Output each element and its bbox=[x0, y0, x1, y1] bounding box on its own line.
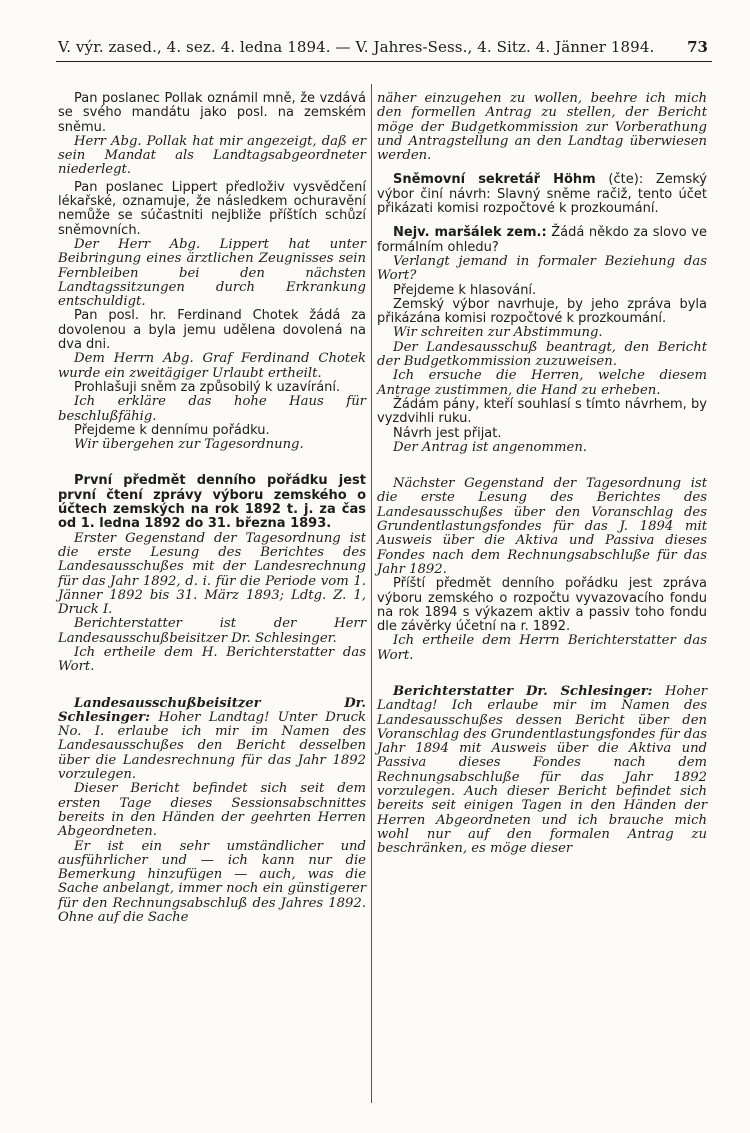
paragraph: Přejdeme k hlasování. bbox=[393, 282, 537, 298]
paragraph: Herr Abg. Pollak hat mir angezeigt, daß er sein Mandat als Landtagsabgeordneter niederlegt. bbox=[58, 133, 366, 178]
paragraph: Der Antrag ist angenommen. bbox=[393, 439, 588, 455]
paragraph: Dem Herrn Abg. Graf Ferdinand Chotek wurde ein zweitägiger Urlaubt ertheilt. bbox=[58, 351, 366, 381]
left-column bbox=[58, 92, 366, 925]
paragraph: Er ist ein sehr umständlicher und ausführlicher und — ich kann nur die Bemerkung hinzufügen — auch, was die Sache anbelangt, immer noch ein günstigerer für den Rechnungsabschluß des Jahres 1892. Ohne auf die Sache bbox=[58, 838, 366, 926]
paragraph: Ich erkläre das hohe Haus für beschlußfähig. bbox=[58, 394, 366, 424]
agenda-item-paragraph: Příští předmět denního pořádku jest zpráva výboru zemského o rozpočtu vyvazovacího fondu na rok 1894 s výkazem aktiv a passiv toho fondu dle závěrky účetní na r. 1892. bbox=[377, 576, 707, 635]
speaker-name: Landesausschußbeisitzer Dr. Schlesinger: bbox=[58, 695, 366, 725]
paragraph: Ich ertheile dem Herrn Berichterstatter das Wort. bbox=[377, 633, 707, 663]
paragraph: Berichterstatter ist der Herr Landesausschußbeisitzer Dr. Schlesinger. bbox=[58, 616, 366, 646]
paragraph: Prohlašuji sněm za způsobilý k uzavírání. bbox=[74, 379, 341, 395]
paragraph: Erster Gegenstand der Tagesordnung ist die erste Lesung des Berichtes des Landesausschußes mit der Landesrechnung für das Jahr 1892, d. i. für die Periode vom 1. Jänner 1892 bis 31. März 1893; Ldtg. Z. 1, Druck I. bbox=[58, 530, 366, 618]
paragraph: Zemský výbor navrhuje, by jeho zpráva byla přikázána komisi rozpočtové k prozkoumání. bbox=[377, 296, 707, 327]
paragraph: Návrh jest přijat. bbox=[393, 425, 502, 441]
paragraph: Pan poslanec Lippert předloživ vysvědčení lékařské, oznamuje, že následkem ochuravění nemůže se súčastniti nejbliže příštích schůzí sněmovních. bbox=[58, 179, 366, 238]
paragraph: Wir schreiten zur Abstimmung. bbox=[393, 325, 603, 341]
paragraph: Ich ertheile dem H. Berichterstatter das Wort. bbox=[58, 644, 366, 675]
speech-text: Žádá někdo za slovo ve formálním ohledu? bbox=[377, 225, 707, 255]
speech-paragraph bbox=[377, 685, 707, 857]
page-number: 73 bbox=[687, 38, 708, 56]
paragraph: Der Herr Abg. Lippert hat unter Beibringung eines ärztlichen Zeugnisses sein Fernbleiben bei den nächsten Landtagssitzungen durch Erkrankung entschuldigt. bbox=[58, 236, 366, 310]
header-title: V. výr. zased., 4. sez. 4. ledna 1894. — V. Jahres-Sess., 4. Sitz. 4. Jänner 1894. bbox=[58, 38, 655, 56]
speaker-name: Berichterstatter Dr. Schlesinger: bbox=[393, 683, 653, 699]
paragraph: Nächster Gegenstand der Tagesordnung ist die erste Lesung des Berichtes des Landesausschußes über den Voranschlag des Grundentlastungsfondes für das J. 1894 mit Ausweis über die Aktiva und Passiva dieses Fondes nach dem Rechnungsabschluße für das Jahr 1892. bbox=[377, 476, 707, 577]
paragraph: Pan posl. hr. Ferdinand Chotek žádá za dovolenou a byla jemu udělena dovolená na dva dni. bbox=[58, 308, 366, 353]
speech-text: (čte): Zemský výbor činí návrh: Slavný sněme račiž, tento účet přikázati komisi rozpočtové k prozkoumání. bbox=[377, 172, 707, 217]
speech-paragraph bbox=[377, 226, 707, 255]
speech-paragraph bbox=[58, 697, 366, 783]
agenda-item-paragraph: První předmět denního pořádku jest první čtení zprávy výboru zemského o účtech zemských na rok 1892 t. j. za čas od 1. ledna 1892 do 31. března 1893. bbox=[58, 473, 366, 532]
paragraph: Žádám pány, kteří souhlasí s tímto návrhem, by vyzdvihli ruku. bbox=[377, 396, 707, 427]
speech-text: Hoher Landtag! Ich erlaube mir im Namen des Landesausschußes dessen Bericht über den Voranschlag des Grundentlastungsfondes für das Jahr 1894 mit Ausweis über die Aktiva und Passiva dieses Fondes nach dem Rechnungsabschluße für das Jahr 1892 vorzulegen. Auch dieser Bericht befindet sich bereits seit einigen Tagen in den Händen der Herren Abgeordneten und ich brauche mich wohl nur auf den formalen Antrag zu beschränken, es möge dieser bbox=[377, 683, 707, 857]
running-header bbox=[58, 38, 710, 58]
speech-text: Hoher Landtag! Unter Druck No. I. erlaube ich mir im Namen des Landesausschußes den Bericht desselben über die Landesrechnung für das Jahr 1892 vorzulegen. bbox=[58, 709, 366, 783]
right-column bbox=[377, 92, 707, 857]
speaker-name: Nejv. maršálek zem.: bbox=[393, 225, 547, 241]
speech-paragraph bbox=[377, 173, 707, 216]
paragraph: Pan poslanec Pollak oznámil mně, že vzdává se svého mandátu jako posl. na zemském sněmu. bbox=[58, 91, 366, 135]
speaker-name: Sněmovní sekretář Höhm bbox=[393, 172, 596, 188]
header-rule bbox=[56, 61, 712, 62]
paragraph: Der Landesausschuß beantragt, den Bericht der Budgetkommission zuzuweisen. bbox=[377, 339, 707, 370]
paragraph: näher einzugehen zu wollen, beehre ich mich den formellen Antrag zu stellen, der Bericht möge der Budgetkommission zur Vorberathung und Antragstellung an den Landtag überwiesen werden. bbox=[377, 91, 707, 164]
paragraph: Přejdeme k dennímu pořádku. bbox=[74, 422, 270, 438]
paragraph: Dieser Bericht befindet sich seit dem ersten Tage dieses Sessionsabschnittes bereits in den Händen der geehrten Herren Abgeordneten. bbox=[58, 781, 366, 840]
paragraph: Ich ersuche die Herren, welche diesem Antrage zustimmen, die Hand zu erheben. bbox=[377, 368, 707, 398]
paragraph: Wir übergehen zur Tagesordnung. bbox=[74, 437, 304, 453]
paragraph: Verlangt jemand in formaler Beziehung das Wort? bbox=[377, 253, 707, 284]
column-divider bbox=[371, 84, 372, 1103]
